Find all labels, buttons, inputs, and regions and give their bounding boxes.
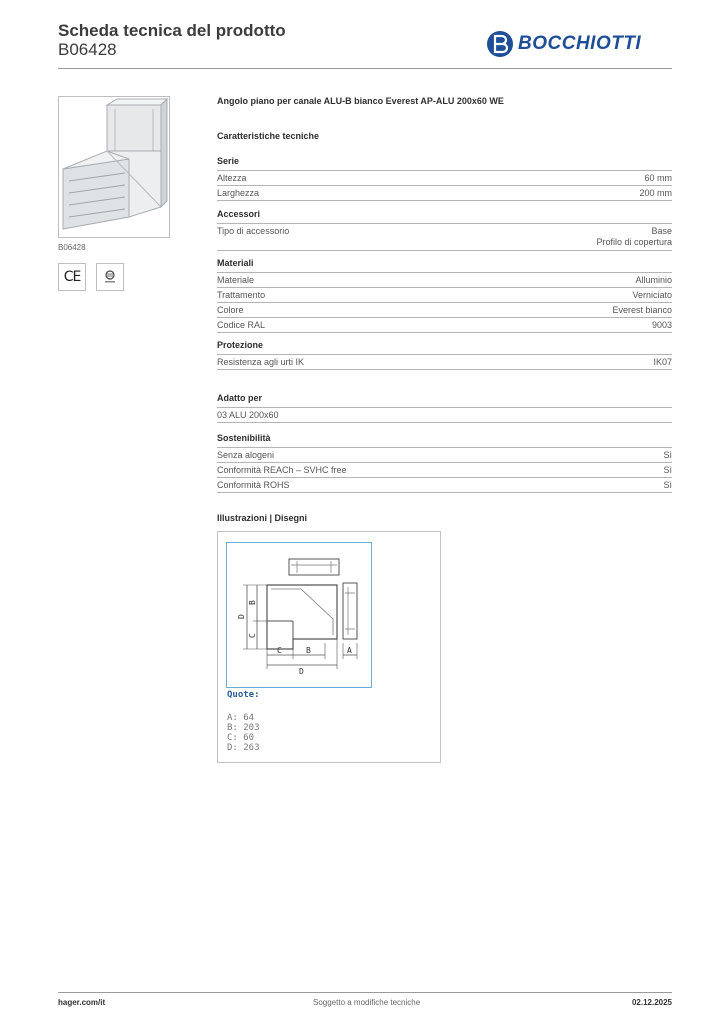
dim-label-b: B [248,600,257,605]
spec-row: Resistenza agli urti IK IK07 [217,355,672,370]
quote-line: B: 203 [227,723,260,733]
spec-row: Colore Everest bianco [217,303,672,318]
illustrations-heading: Illustrazioni | Disegni [217,513,308,523]
quote-line: D: 263 [227,743,260,753]
group-title: Adatto per [217,393,672,408]
header-divider [58,68,672,69]
technical-drawing [226,542,372,688]
spec-row: Altezza 60 mm [217,171,672,186]
spec-row: Codice RAL 9003 [217,318,672,333]
section-heading: Caratteristiche tecniche [217,131,320,141]
footer-divider [58,992,672,993]
ce-mark-icon: CE [58,263,86,291]
group-protezione [217,340,672,370]
dim-label-c: C [277,646,282,655]
spec-row: Conformità ROHS Sì [217,478,672,493]
brand-logo[interactable] [486,28,672,60]
product-photo-drawing [59,97,169,237]
certification-mark-icon [96,263,124,291]
product-title: Angolo piano per canale ALU-B bianco Everest AP-ALU 200x60 WE [217,96,504,106]
dim-label-b: B [306,646,311,655]
brand-b-icon [486,30,514,58]
quote-line: C: 60 [227,733,255,743]
group-title: Accessori [217,209,672,224]
spec-row: 03 ALU 200x60 [217,408,672,423]
group-title: Serie [217,156,672,171]
spec-row: Tipo di accessorio Base Profilo di copertura [217,224,672,251]
group-adatto-per [217,393,672,423]
dim-label-c: C [248,633,257,638]
dimension-drawing [227,543,371,687]
spec-row: Senza alogeni Sì [217,448,672,463]
product-image [58,96,170,238]
group-materiali [217,258,672,333]
dim-label-a: A [347,646,352,655]
spec-row: Conformità REACh – SVHC free Sì [217,463,672,478]
image-caption: B06428 [58,243,86,252]
footer-notice: Soggetto a modifiche tecniche [313,998,421,1007]
spec-row: Larghezza 200 mm [217,186,672,201]
group-serie [217,156,672,201]
page-title: Scheda tecnica del prodotto [58,21,286,40]
footer-date: 02.12.2025 [631,998,672,1007]
spec-row: Materiale Alluminio [217,273,672,288]
illustration-card [217,531,441,763]
product-code: B06428 [58,40,117,59]
group-title: Protezione [217,340,672,355]
brand-name: BOCCHIOTTI [518,33,642,54]
group-title: Sostenibilità [217,433,672,448]
dim-label-d: D [299,667,304,676]
spec-row: Trattamento Verniciato [217,288,672,303]
dim-label-d: D [237,614,246,619]
quote-line: A: 64 [227,713,255,723]
group-title: Materiali [217,258,672,273]
quotes-heading: Quote: [227,690,260,700]
group-accessori [217,209,672,251]
group-sostenibilita [217,433,672,493]
footer-website-link[interactable]: hager.com/it [58,998,106,1007]
